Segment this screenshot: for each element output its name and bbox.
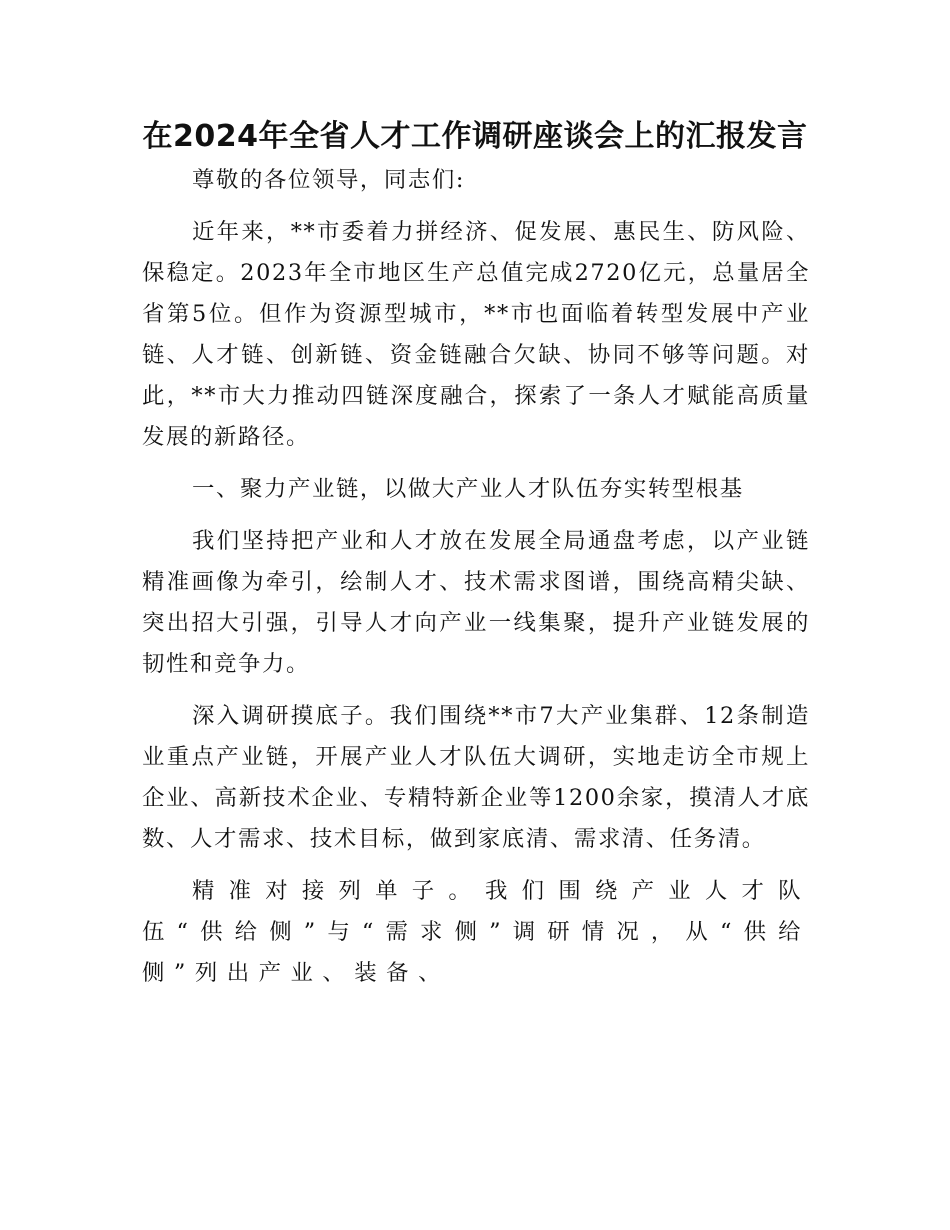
document-title: 在2024年全省人才工作调研座谈会上的汇报发言	[142, 119, 808, 154]
salutation: 尊敬的各位领导，同志们:	[192, 167, 466, 193]
document-body	[142, 160, 810, 1005]
section-heading-1: 一、聚力产业链，以做大产业人才队伍夯实转型根基	[192, 476, 744, 502]
paragraph-matching: 精准对接列单子。我们围绕产业人才队伍“供给侧”与“需求侧”调研情况，从“供给侧”列出产业、装备、	[142, 878, 810, 986]
paragraph-intro: 近年来，**市委着力拼经济、促发展、惠民生、防风险、保稳定。2023年全市地区生产总值完成2720亿元，总量居全省第5位。但作为资源型城市，**市也面临着转型发展中产业链、人才链、创新链、资金链融合欠缺、协同不够等问题。对此，**市大力推动四链深度融合，探索了一条人才赋能高质量发展的新路径。	[142, 219, 810, 450]
paragraph-research: 深入调研摸底子。我们围绕**市7大产业集群、12条制造业重点产业链，开展产业人才队伍大调研，实地走访全市规上企业、高新技术企业、专精特新企业等1200余家，摸清人才底数、人才需求、技术目标，做到家底清、需求清、任务清。	[142, 703, 810, 852]
paragraph-industry-chain: 我们坚持把产业和人才放在发展全局通盘考虑，以产业链精准画像为牵引，绘制人才、技术需求图谱，围绕高精尖缺、突出招大引强，引导人才向产业一线集聚，提升产业链发展的韧性和竞争力。	[142, 528, 810, 677]
